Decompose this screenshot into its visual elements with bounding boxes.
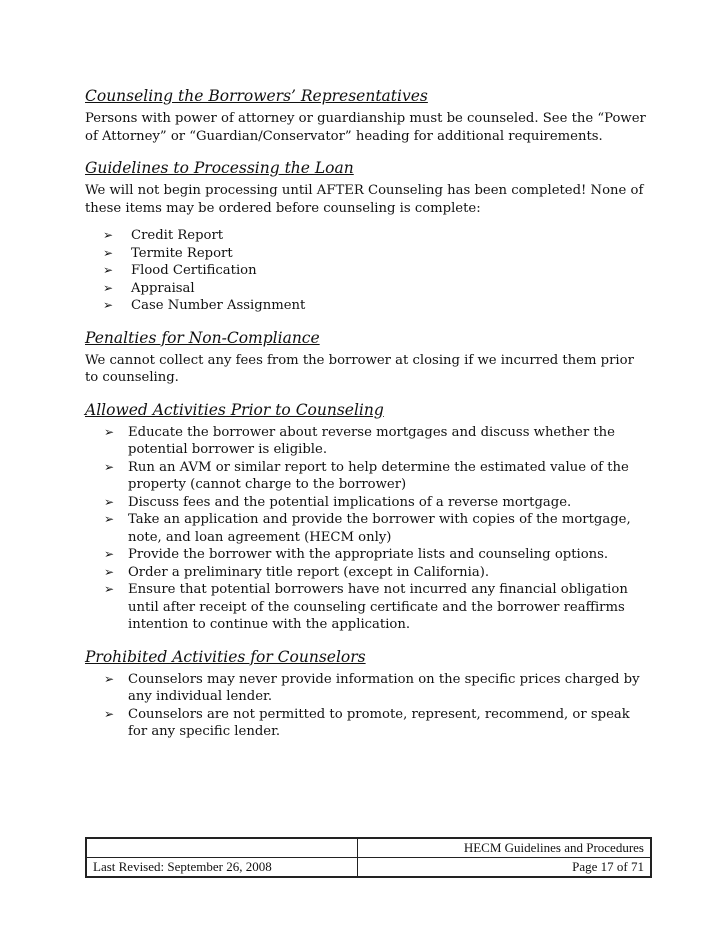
list-item: ➢ Educate the borrower about reverse mortgages and discuss whether the potential borrower is eligible. xyxy=(104,424,615,457)
section-heading: Penalties for Non-Compliance xyxy=(85,328,320,347)
list-item: ➢ Flood Certification xyxy=(103,263,257,278)
bullet-list xyxy=(85,424,650,634)
arrow-bullet-icon: ➢ xyxy=(103,280,114,295)
arrow-bullet-icon: ➢ xyxy=(103,263,114,277)
arrow-bullet-icon: ➢ xyxy=(104,564,115,579)
page-footer xyxy=(85,837,652,878)
arrow-bullet-icon: ➢ xyxy=(104,494,115,509)
arrow-bullet-icon: ➢ xyxy=(103,228,114,242)
section-allowed-activities xyxy=(85,400,650,634)
list-item: ➢ Credit Report xyxy=(103,228,224,243)
section-processing-guidelines xyxy=(85,158,650,315)
arrow-bullet-icon: ➢ xyxy=(104,459,115,474)
section-text: Persons with power of attorney or guardianship must be counseled. See the “Power of Attorney” or “Guardian/Conservator” heading for additional requirements. xyxy=(85,111,646,144)
arrow-bullet-icon: ➢ xyxy=(104,582,115,596)
list-item: ➢ Run an AVM or similar report to help determine the estimated value of the property (cannot charge to the borrower) xyxy=(104,459,629,492)
section-text: We cannot collect any fees from the borrower at closing if we incurred them prior to counseling. xyxy=(85,352,634,385)
arrow-bullet-icon: ➢ xyxy=(104,706,115,721)
arrow-bullet-icon: ➢ xyxy=(103,245,114,260)
arrow-bullet-icon: ➢ xyxy=(104,512,115,526)
list-item: ➢ Appraisal xyxy=(103,280,195,296)
section-borrowers-representatives xyxy=(85,86,650,145)
arrow-bullet-icon: ➢ xyxy=(104,424,115,439)
list-item: ➢ Case Number Assignment xyxy=(103,298,306,313)
list-item: ➢ Take an application and provide the borrower with copies of the mortgage, note, and loan agreement (HECM only) xyxy=(104,512,631,545)
list-item: ➢ Counselors may never provide information on the specific prices charged by any individual lender. xyxy=(104,671,640,704)
section-heading: Counseling the Borrowers’ Representatives xyxy=(85,87,428,105)
section-prohibited-activities xyxy=(85,647,650,741)
list-item: ➢ Ensure that potential borrowers have not incurred any financial obligation until after receipt of the counseling certificate and the borrower reaffirms intention to continue with the application. xyxy=(104,582,628,632)
footer-empty-cell xyxy=(87,839,358,858)
list-item: ➢ Provide the borrower with the appropriate lists and counseling options. xyxy=(104,547,609,562)
section-heading: Allowed Activities Prior to Counseling xyxy=(85,400,384,419)
section-heading: Guidelines to Processing the Loan xyxy=(85,159,354,177)
list-item: ➢ Discuss fees and the potential implications of a reverse mortgage. xyxy=(104,494,572,510)
section-text: We will not begin processing until AFTER Counseling has been completed! None of these items may be ordered before counseling is complete: xyxy=(85,183,644,216)
section-heading: Prohibited Activities for Counselors xyxy=(85,647,366,666)
arrow-bullet-icon: ➢ xyxy=(104,671,115,686)
bullet-list xyxy=(85,227,650,315)
bullet-list xyxy=(85,671,650,741)
list-item: ➢ Counselors are not permitted to promote, represent, recommend, or speak for any specific lender. xyxy=(104,706,630,739)
section-penalties xyxy=(85,328,650,387)
arrow-bullet-icon: ➢ xyxy=(104,547,115,561)
arrow-bullet-icon: ➢ xyxy=(103,298,114,312)
list-item: ➢ Order a preliminary title report (except in California). xyxy=(104,564,490,580)
page-content xyxy=(85,86,650,754)
footer-last-revised: Last Revised: September 26, 2008 xyxy=(87,858,358,877)
footer-page-number: Page 17 of 71 xyxy=(357,858,650,877)
footer-doc-title: HECM Guidelines and Procedures xyxy=(357,839,650,858)
footer-table xyxy=(86,838,651,877)
list-item: ➢ Termite Report xyxy=(103,245,233,261)
